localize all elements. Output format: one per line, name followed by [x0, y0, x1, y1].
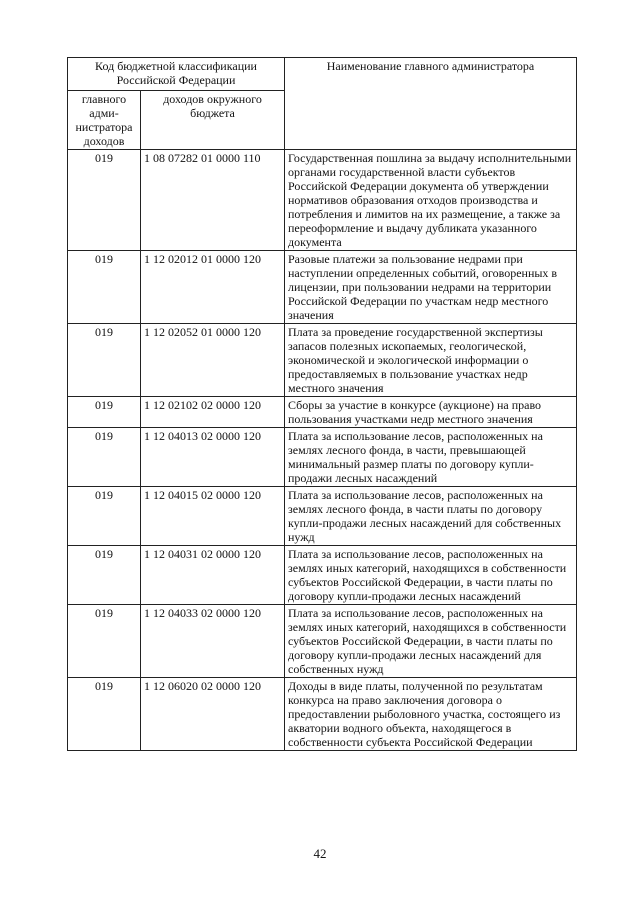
administrator-description-cell: Плата за проведение государственной экспертизы запасов полезных ископаемых, геологической, экономической и экологической информации о предоставляемых в пользование участках недр местного значения [285, 324, 577, 397]
table-row [68, 546, 577, 605]
administrator-description-cell: Плата за использование лесов, расположенных на землях лесного фонда, в части, превышающей минимальный размер платы по договору купли-продажи лесных насаждений [285, 428, 577, 487]
admin-code-cell: 019 [68, 251, 141, 324]
income-code-cell: 1 12 04033 02 0000 120 [141, 605, 285, 678]
table-row [68, 251, 577, 324]
income-code-cell: 1 12 02052 01 0000 120 [141, 324, 285, 397]
admin-code-cell: 019 [68, 150, 141, 251]
admin-code-cell: 019 [68, 546, 141, 605]
admin-code-cell: 019 [68, 487, 141, 546]
budget-classification-table [67, 57, 577, 751]
table-row [68, 487, 577, 546]
income-code-cell: 1 12 06020 02 0000 120 [141, 678, 285, 751]
income-code-cell: 1 12 02102 02 0000 120 [141, 397, 285, 428]
administrator-description-cell: Плата за использование лесов, расположенных на землях иных категорий, находящихся в собственности субъектов Российской Федерации, в части платы по договору купли-продажи лесных насаждений [285, 546, 577, 605]
admin-code-cell: 019 [68, 678, 141, 751]
header-budget-classification-code: Код бюджетной классификации Российской Федерации [68, 58, 285, 91]
administrator-description-cell: Плата за использование лесов, расположенных на землях иных категорий, находящихся в собственности субъектов Российской Федерации, в части платы по договору купли-продажи лесных насаждений для собственных нужд [285, 605, 577, 678]
administrator-description-cell: Доходы в виде платы, полученной по результатам конкурса на право заключения договора о предоставлении рыболовного участка, состоящего из акватории водного объекта, находящегося в собственности субъекта Российской Федерации [285, 678, 577, 751]
table-row [68, 324, 577, 397]
table-row [68, 605, 577, 678]
admin-code-cell: 019 [68, 428, 141, 487]
administrator-description-cell: Разовые платежи за пользование недрами при наступлении определенных событий, оговоренных в лицензии, при пользовании недрами на территории Российской Федерации по участкам недр местного значения [285, 251, 577, 324]
table-row [68, 397, 577, 428]
header-administrator-name: Наименование главного администратора [285, 58, 577, 150]
admin-code-cell: 019 [68, 324, 141, 397]
income-code-cell: 1 12 04031 02 0000 120 [141, 546, 285, 605]
administrator-description-cell: Государственная пошлина за выдачу исполнительными органами государственной власти субъектов Российской Федерации документа об утверждении нормативов образования отходов производства и потребления и лимитов на их размещение, а также за переоформление и выдачу дубликата указанного документа [285, 150, 577, 251]
income-code-cell: 1 08 07282 01 0000 110 [141, 150, 285, 251]
table-row [68, 150, 577, 251]
header-main-administrator-code: главного адми-нистратора доходов [68, 91, 141, 150]
administrator-description-cell: Сборы за участие в конкурсе (аукционе) на право пользования участками недр местного значения [285, 397, 577, 428]
admin-code-cell: 019 [68, 605, 141, 678]
table-row [68, 428, 577, 487]
header-district-budget-income-code: доходов окружного бюджета [141, 91, 285, 150]
page-number: 42 [313, 846, 327, 861]
income-code-cell: 1 12 02012 01 0000 120 [141, 251, 285, 324]
admin-code-cell: 019 [68, 397, 141, 428]
table-row [68, 678, 577, 751]
administrator-description-cell: Плата за использование лесов, расположенных на землях лесного фонда, в части платы по договору купли-продажи лесных насаждений для собственных нужд [285, 487, 577, 546]
income-code-cell: 1 12 04013 02 0000 120 [141, 428, 285, 487]
income-code-cell: 1 12 04015 02 0000 120 [141, 487, 285, 546]
table-header-row [68, 58, 577, 91]
